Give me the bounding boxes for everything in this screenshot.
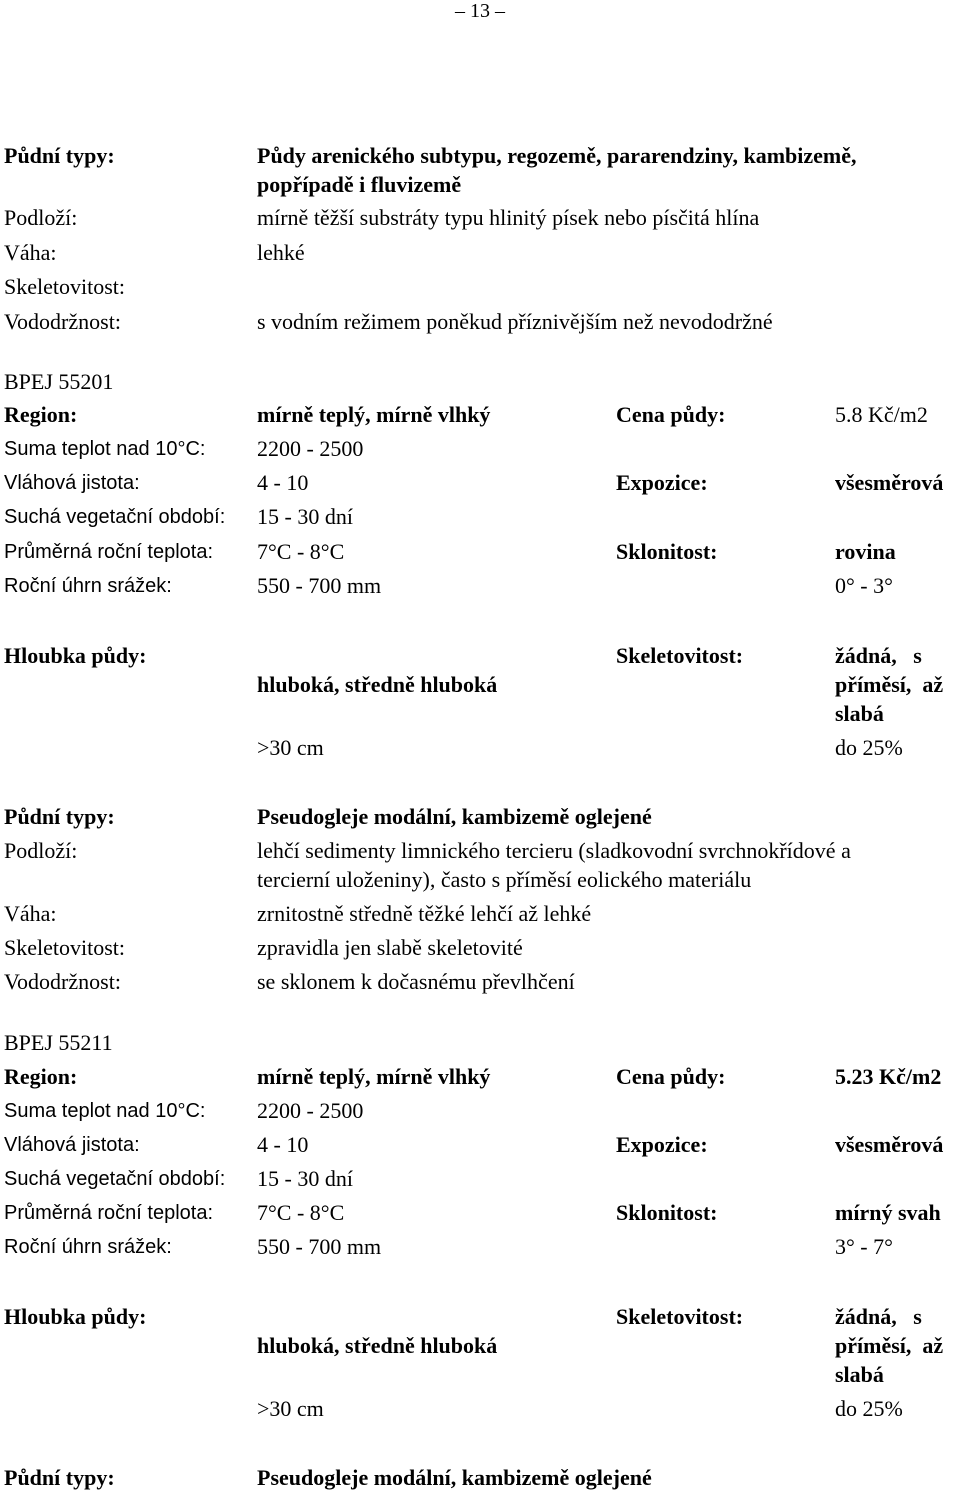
soil-depth-value: hluboká, středně hluboká	[257, 1333, 498, 1358]
water-retention-value: s vodním režimem poněkud příznivějším než nevododržné	[257, 309, 773, 334]
region-value: mírně teplý, mírně vlhký	[257, 402, 491, 427]
slope-label: Sklonitost:	[616, 1200, 718, 1225]
rainfall-value: 550 - 700 mm	[257, 573, 382, 598]
rainfall-value: 550 - 700 mm	[257, 1234, 382, 1259]
soil-price-label: Cena půdy:	[616, 402, 726, 427]
weight-label: Váha:	[4, 901, 57, 926]
skeletal-value-cont: slabá	[835, 1362, 884, 1387]
water-retention-label: Vododržnost:	[4, 969, 121, 994]
rainfall-label: Roční úhrn srážek:	[4, 1236, 172, 1258]
skeletal-label: Skeletovitost:	[616, 643, 744, 668]
temp-sum-value: 2200 - 2500	[257, 436, 364, 461]
soil-types-label: Půdní typy:	[4, 1465, 115, 1490]
subsoil-label: Podloží:	[4, 205, 78, 230]
moisture-label: Vláhová jistota:	[4, 1134, 140, 1156]
slope-range: 0° - 3°	[835, 573, 893, 598]
temp-sum-label: Suma teplot nad 10°C:	[4, 438, 206, 460]
slope-value: mírný svah	[835, 1200, 941, 1225]
exposure-value: všesměrová	[835, 1132, 944, 1157]
subsoil-label: Podloží:	[4, 838, 78, 863]
temp-sum-label: Suma teplot nad 10°C:	[4, 1100, 206, 1122]
subsoil-value-cont: tercierní uloženiny), často s příměsí eolického materiálu	[257, 867, 752, 892]
soil-depth-number: >30 cm	[257, 735, 324, 760]
avg-temp-label: Průměrná roční teplota:	[4, 541, 213, 563]
dry-period-value: 15 - 30 dní	[257, 504, 353, 529]
soil-types-label: Půdní typy:	[4, 804, 115, 829]
skeletal-value-cont: příměsí, až	[835, 1333, 944, 1358]
weight-label: Váha:	[4, 240, 57, 265]
dry-period-label: Suchá vegetační období:	[4, 1168, 226, 1190]
skeletal-label: Skeletovitost:	[4, 935, 125, 960]
soil-depth-number: >30 cm	[257, 1396, 324, 1421]
skeletal-label: Skeletovitost:	[4, 274, 125, 299]
soil-depth-label: Hloubka půdy:	[4, 1304, 147, 1329]
soil-price-value: 5.8 Kč/m2	[835, 402, 928, 427]
soil-types-value-cont: popřípadě i fluvizemě	[257, 172, 462, 197]
skeletal-value-cont: příměsí, až	[835, 672, 944, 697]
exposure-label: Expozice:	[616, 1132, 708, 1157]
weight-value: lehké	[257, 240, 305, 265]
temp-sum-value: 2200 - 2500	[257, 1098, 364, 1123]
avg-temp-label: Průměrná roční teplota:	[4, 1202, 213, 1224]
dry-period-value: 15 - 30 dní	[257, 1166, 353, 1191]
soil-depth-value: hluboká, středně hluboká	[257, 672, 498, 697]
region-label: Region:	[4, 1064, 78, 1089]
skeletal-value: zpravidla jen slabě skeletovité	[257, 935, 523, 960]
subsoil-value: mírně těžší substráty typu hlinitý písek nebo písčitá hlína	[257, 205, 760, 230]
soil-types-value: Pseudogleje modální, kambizemě oglejené	[257, 1465, 652, 1490]
soil-types-label: Půdní typy:	[4, 143, 115, 168]
soil-price-label: Cena půdy:	[616, 1064, 726, 1089]
soil-types-value: Půdy arenického subtypu, regozemě, pararendziny, kambizemě,	[257, 143, 857, 168]
moisture-value: 4 - 10	[257, 470, 309, 495]
skeletal-value-cont: slabá	[835, 701, 884, 726]
moisture-value: 4 - 10	[257, 1132, 309, 1157]
exposure-label: Expozice:	[616, 470, 708, 495]
subsoil-value: lehčí sedimenty limnického tercieru (sladkovodní svrchnokřídové a	[257, 838, 851, 863]
slope-range: 3° - 7°	[835, 1234, 893, 1259]
dry-period-label: Suchá vegetační období:	[4, 506, 226, 528]
moisture-label: Vláhová jistota:	[4, 472, 140, 494]
bpej-code: BPEJ 55211	[4, 1030, 113, 1055]
skeletal-value: žádná, s	[835, 643, 922, 668]
water-retention-label: Vododržnost:	[4, 309, 121, 334]
region-label: Region:	[4, 402, 78, 427]
page-number: – 13 –	[455, 0, 505, 22]
bpej-code: BPEJ 55201	[4, 369, 114, 394]
weight-value: zrnitostně středně těžké lehčí až lehké	[257, 901, 592, 926]
rainfall-label: Roční úhrn srážek:	[4, 575, 172, 597]
skeletal-percentage: do 25%	[835, 1396, 903, 1421]
region-value: mírně teplý, mírně vlhký	[257, 1064, 491, 1089]
slope-value: rovina	[835, 539, 896, 564]
avg-temp-value: 7°C - 8°C	[257, 1200, 345, 1225]
water-retention-value: se sklonem k dočasnému převlhčení	[257, 969, 575, 994]
skeletal-label: Skeletovitost:	[616, 1304, 744, 1329]
skeletal-percentage: do 25%	[835, 735, 903, 760]
soil-price-value: 5.23 Kč/m2	[835, 1064, 942, 1089]
slope-label: Sklonitost:	[616, 539, 718, 564]
avg-temp-value: 7°C - 8°C	[257, 539, 345, 564]
skeletal-value: žádná, s	[835, 1304, 922, 1329]
soil-depth-label: Hloubka půdy:	[4, 643, 147, 668]
exposure-value: všesměrová	[835, 470, 944, 495]
soil-types-value: Pseudogleje modální, kambizemě oglejené	[257, 804, 652, 829]
